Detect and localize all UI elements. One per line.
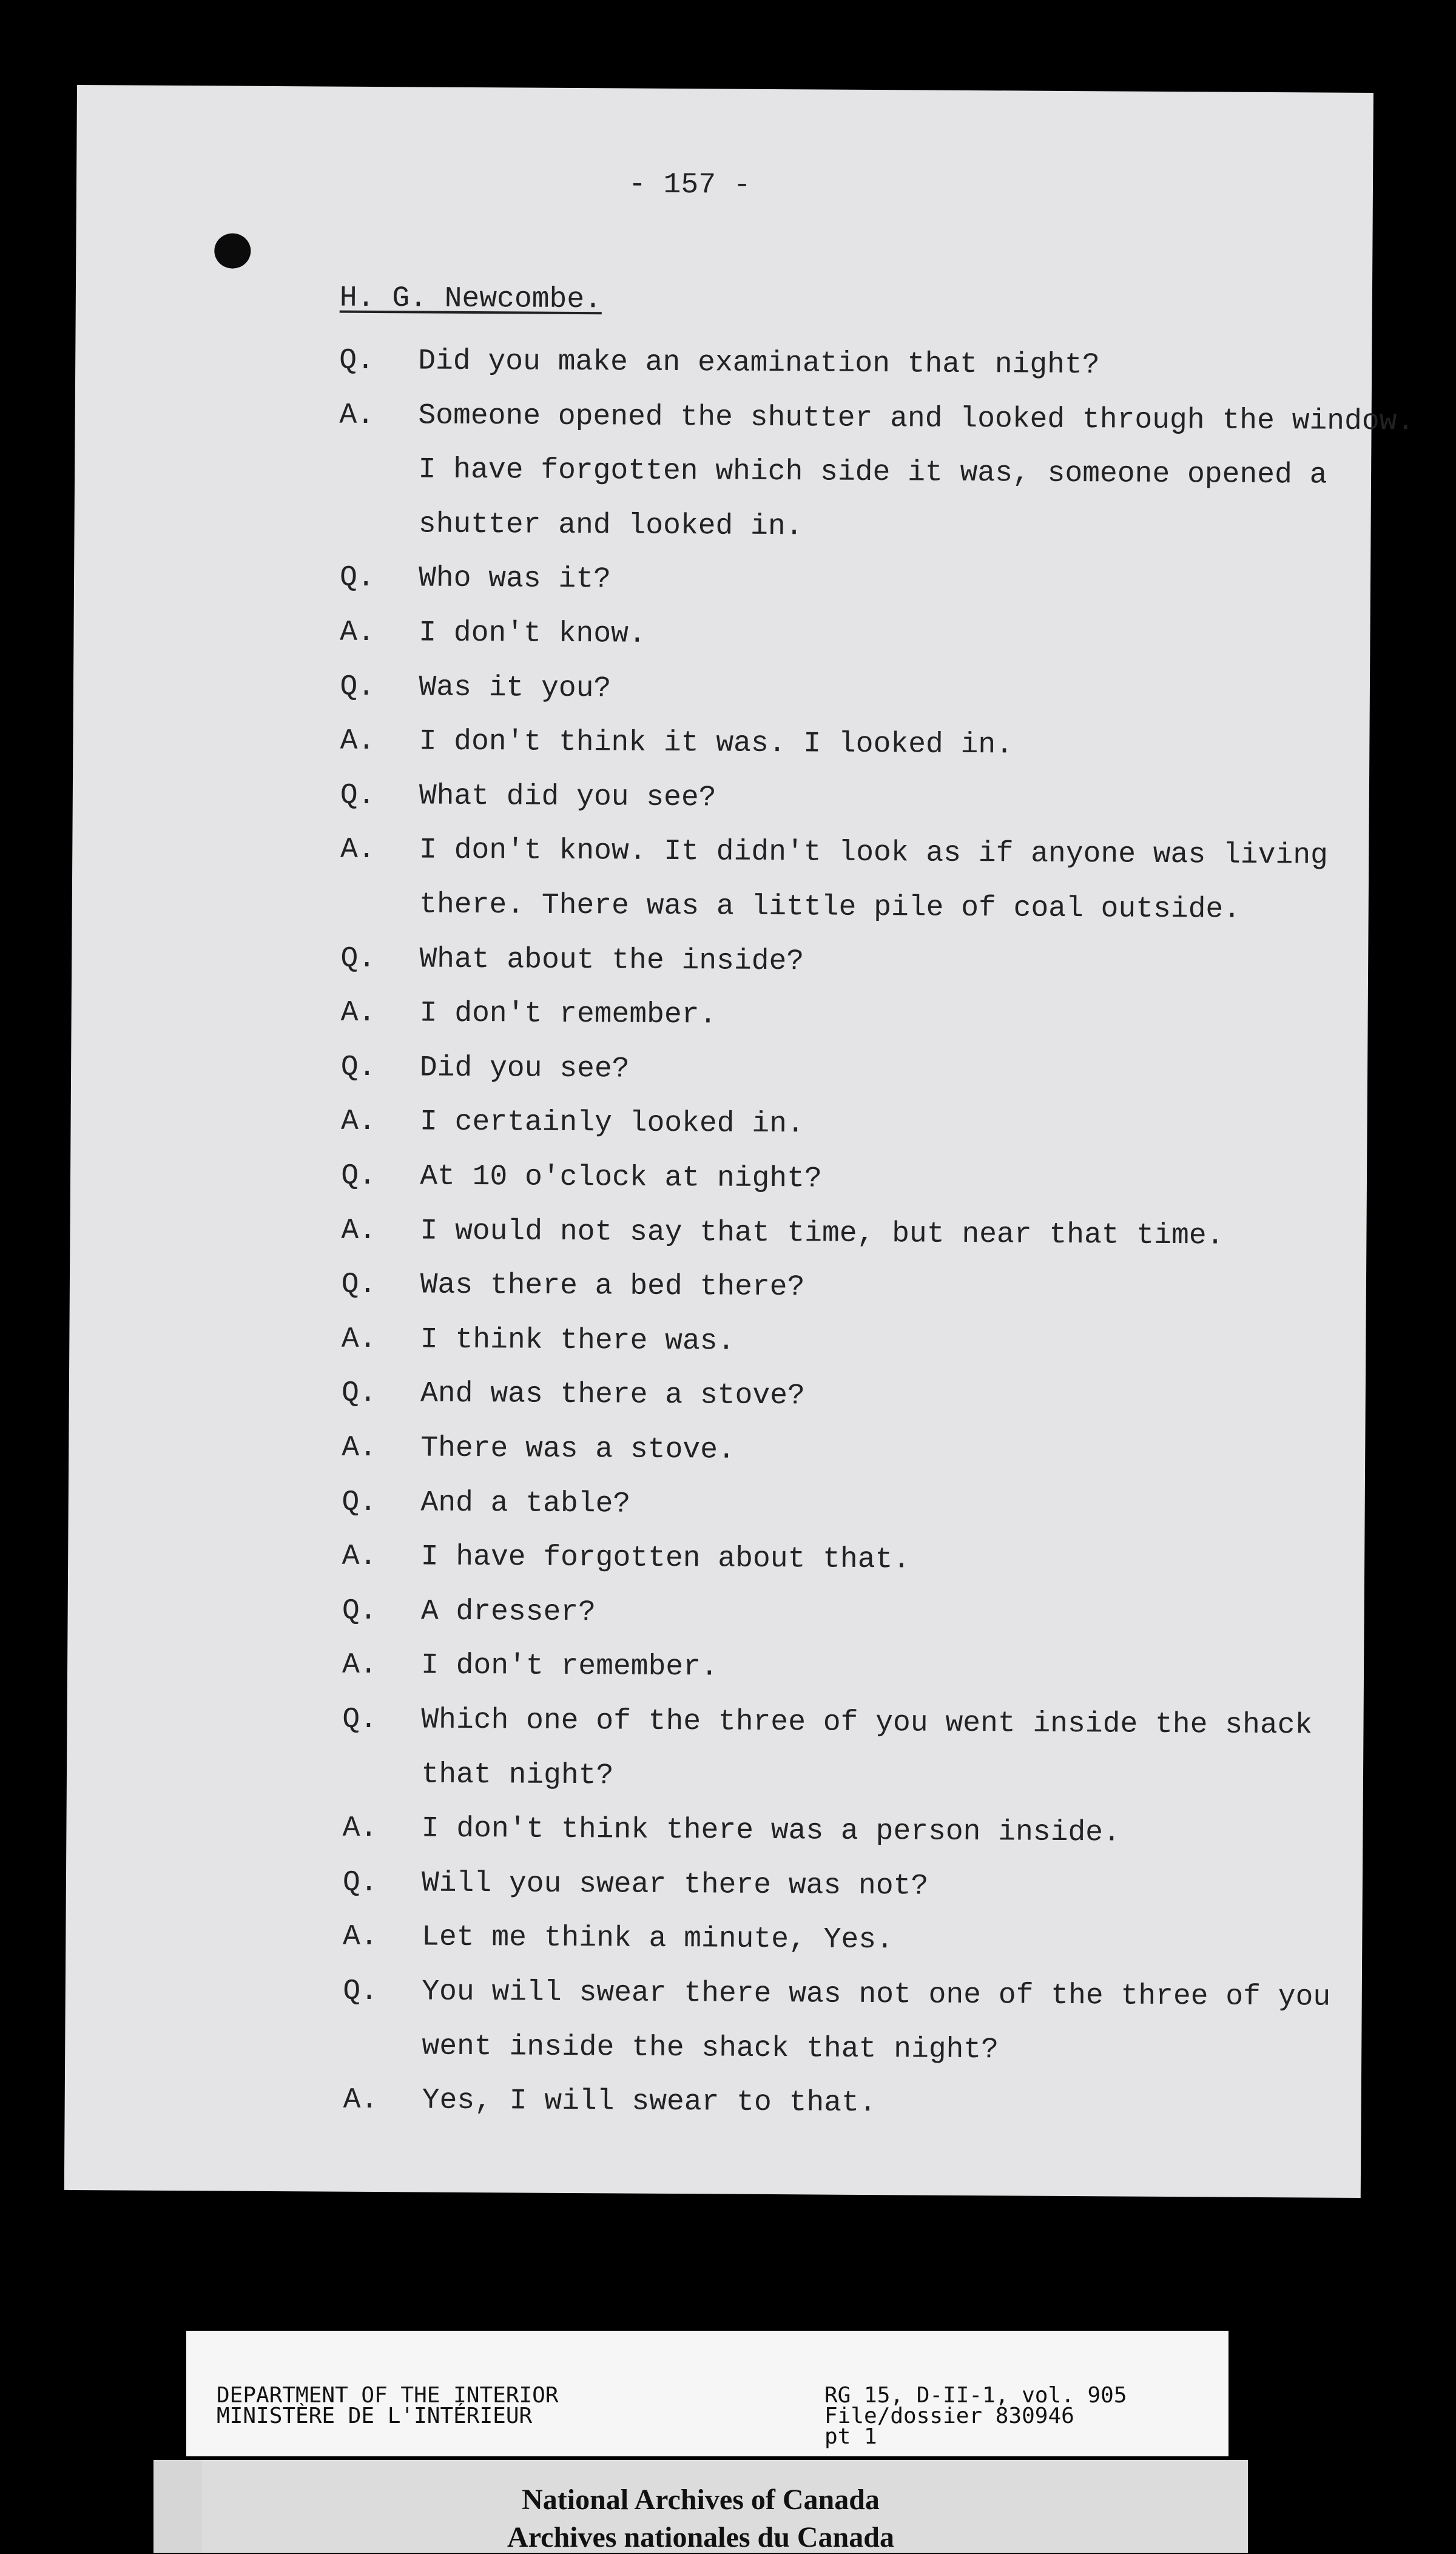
transcript-text: went inside the shack that night? [422,2030,999,2066]
question-marker: Q. [341,1268,377,1302]
question-marker: Q. [340,942,376,975]
transcript-text: there. There was a little pile of coal outside. [419,888,1241,926]
transcript-text: Will you swear there was not? [421,1867,929,1903]
transcript-text: Did you see? [419,1051,630,1086]
answer-marker: A. [340,1105,376,1139]
answer-marker: A. [340,616,376,650]
reference-number: RG 15, D-II-1, vol. 905 [824,2383,1127,2408]
question-marker: Q. [343,1975,379,2009]
answer-marker: A. [342,1649,377,1682]
question-marker: Q. [342,1866,378,1899]
department-en: DEPARTMENT OF THE INTERIOR [217,2383,559,2408]
transcript-text: I don't think there was a person inside. [421,1812,1121,1850]
transcript-text: You will swear there was not one of the three of you [422,1975,1331,2014]
answer-marker: A. [342,1921,378,1954]
punch-hole [214,233,251,268]
part-number: pt 1 [824,2424,877,2449]
transcript-text: I have forgotten about that. [420,1540,911,1577]
transcript-text: Did you make an examination that night? [418,345,1100,382]
answer-marker: A. [341,1322,377,1356]
answer-marker: A. [340,834,376,867]
answer-marker: A. [343,2083,379,2117]
archive-reference-label [186,2331,1228,2456]
transcript-text: What did you see? [419,780,716,815]
transcript-text: I certainly looked in. [419,1105,804,1141]
witness-name: H. G. Newcombe. [339,281,602,317]
transcript-text: At 10 o'clock at night? [420,1160,822,1196]
transcript-text: I don't think it was. I looked in. [419,725,1014,762]
transcript-text: Let me think a minute, Yes. [421,1921,894,1957]
transcript-text: There was a stove. [420,1432,735,1467]
question-marker: Q. [339,562,375,595]
transcript-text: I don't remember. [419,997,717,1032]
transcript-text: I would not say that time, but near that time. [420,1215,1224,1253]
archives-name-fr: Archives nationales du Canada [507,2521,894,2553]
transcript-text: Yes, I will swear to that. [422,2084,877,2120]
answer-marker: A. [342,1540,377,1574]
transcript-text: Someone opened the shutter and looked through the window. [418,399,1415,439]
question-marker: Q. [341,1377,377,1410]
transcript-text: I don't remember. [420,1649,718,1684]
question-marker: Q. [340,779,376,812]
transcript-text: that night? [421,1758,614,1793]
transcript-text: Which one of the three of you went inside the shack [421,1703,1313,1742]
question-marker: Q. [340,1051,376,1084]
answer-marker: A. [341,1214,377,1247]
transcript-text: A dresser? [420,1595,596,1629]
answer-marker: A. [342,1431,377,1465]
transcript-text: Who was it? [418,562,612,596]
question-marker: Q. [340,670,376,704]
transcript-text: Was there a bed there? [420,1269,805,1304]
transcript-text: I have forgotten which side it was, someone opened a [418,453,1327,492]
question-marker: Q. [339,344,375,378]
department-block [217,2385,559,2427]
question-marker: Q. [342,1703,378,1737]
transcript-text: shutter and looked in. [418,508,803,544]
answer-marker: A. [339,399,375,432]
question-marker: Q. [342,1594,377,1628]
question-marker: Q. [341,1159,377,1193]
answer-marker: A. [340,996,376,1030]
transcript-text: And was there a stove? [420,1377,805,1413]
archives-name-en: National Archives of Canada [522,2484,880,2516]
answer-marker: A. [340,724,376,758]
department-fr: MINISTÈRE DE L'INTÉRIEUR [217,2404,533,2428]
transcript-text: And a table? [420,1486,631,1521]
page-number: - 157 - [628,168,751,202]
answer-marker: A. [342,1811,378,1845]
reference-block [824,2385,1127,2447]
question-marker: Q. [342,1486,377,1519]
file-number: File/dossier 830946 [824,2404,1074,2428]
transcript-text: What about the inside? [419,943,804,978]
transcript-text: Was it you? [419,671,612,705]
transcript-text: I don't know. It didn't look as if anyone was living [419,834,1329,873]
archives-banner [153,2460,1248,2553]
document-page [64,85,1415,2198]
transcript-text: I think there was. [420,1323,735,1358]
transcript-text: I don't know. [419,616,646,651]
